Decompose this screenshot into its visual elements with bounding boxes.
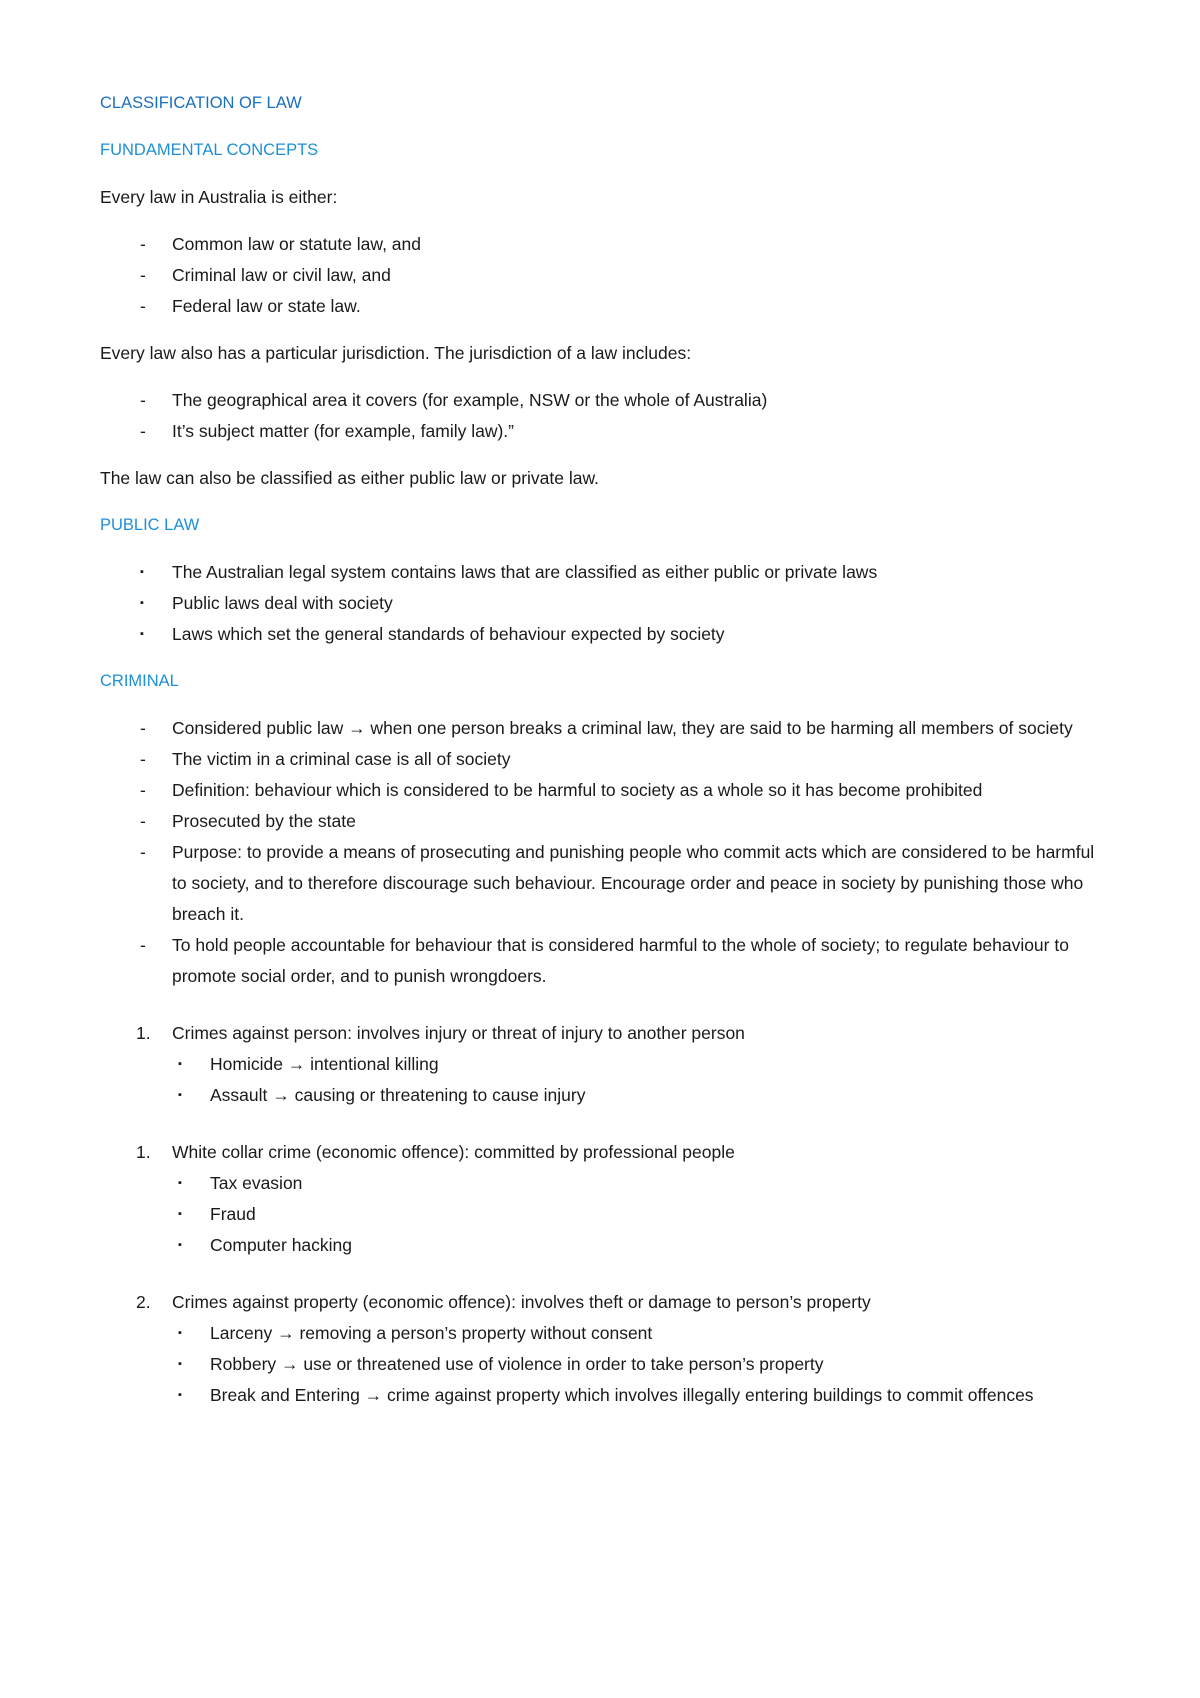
list-number: 2. [136,1292,151,1312]
criminal-list [100,713,1110,992]
list-item: - The victim in a criminal case is all of society [100,744,1110,775]
fundamental-list [100,229,1110,322]
list-item: - Prosecuted by the state [100,806,1110,837]
jurisdiction-list [100,385,1110,447]
numbered-item: 1. White collar crime (economic offence): committed by professional people [100,1137,1110,1168]
square-bullet-icon: ▪ [178,1327,182,1339]
square-bullet-icon: ▪ [178,1389,182,1401]
numbered-item: 2. Crimes against property (economic offence): involves theft or damage to person’s property [100,1287,1110,1318]
list-item: - To hold people accountable for behaviour that is considered harmful to the whole of society; to regulate behaviour to promote social order, and to punish wrongdoers. [100,930,1110,992]
list-item: - Federal law or state law. [100,291,1110,322]
square-bullet-icon: ▪ [140,566,144,578]
list-item: ▪ Tax evasion [100,1168,1110,1199]
list-item: - Considered public law → when one person breaks a criminal law, they are said to be harming all members of society [100,713,1110,744]
list-item: - Criminal law or civil law, and [100,260,1110,291]
list-number: 1. [136,1023,151,1043]
list-item: - Definition: behaviour which is considered to be harmful to society as a whole so it has become prohibited [100,775,1110,806]
crime-group-3-sublist [100,1318,1110,1411]
square-bullet-icon: ▪ [140,628,144,640]
dash-marker: - [140,421,146,441]
list-item: ▪ Assault → causing or threatening to cause injury [100,1080,1110,1111]
dash-marker: - [140,780,146,800]
crime-group-2-sublist [100,1168,1110,1261]
document-content [100,88,1110,1411]
public-law-list [100,557,1110,650]
list-item: ▪ Laws which set the general standards of behaviour expected by society [100,619,1110,650]
list-item: ▪ Homicide → intentional killing [100,1049,1110,1080]
list-item: ▪ Public laws deal with society [100,588,1110,619]
square-bullet-icon: ▪ [178,1239,182,1251]
list-item: ▪ The Australian legal system contains laws that are classified as either public or private laws [100,557,1110,588]
list-item: ▪ Computer hacking [100,1230,1110,1261]
list-number: 1. [136,1142,151,1162]
list-item: - The geographical area it covers (for example, NSW or the whole of Australia) [100,385,1110,416]
dash-marker: - [140,265,146,285]
dash-marker: - [140,234,146,254]
square-bullet-icon: ▪ [178,1358,182,1370]
list-item: ▪ Break and Entering → crime against property which involves illegally entering buildings to commit offences [100,1380,1110,1411]
dash-marker: - [140,811,146,831]
jurisdiction-intro: Every law also has a particular jurisdiction. The jurisdiction of a law includes: [100,343,692,363]
dash-marker: - [140,296,146,316]
heading-fundamental-concepts: FUNDAMENTAL CONCEPTS [100,141,319,159]
classification-closing: The law can also be classified as either public law or private law. [100,468,599,488]
list-item: - Purpose: to provide a means of prosecuting and punishing people who commit acts which are considered to be harmful to society, and to therefore discourage such behaviour. Encourage order and peace in society by punishing those who breach it. [100,837,1110,930]
list-item: ▪ Robbery → use or threatened use of violence in order to take person’s property [100,1349,1110,1380]
square-bullet-icon: ▪ [178,1208,182,1220]
dash-marker: - [140,749,146,769]
crime-group-2 [100,1137,1110,1168]
square-bullet-icon: ▪ [140,597,144,609]
square-bullet-icon: ▪ [178,1177,182,1189]
list-item: - Common law or statute law, and [100,229,1110,260]
list-item: ▪ Fraud [100,1199,1110,1230]
dash-marker: - [140,935,146,955]
heading-criminal: CRIMINAL [100,672,179,690]
dash-marker: - [140,390,146,410]
crime-group-3 [100,1287,1110,1318]
crime-group-1-sublist [100,1049,1110,1111]
list-item: - It’s subject matter (for example, family law).” [100,416,1110,447]
dash-marker: - [140,842,146,862]
numbered-item: 1. Crimes against person: involves injury or threat of injury to another person [100,1018,1110,1049]
dash-marker: - [140,718,146,738]
square-bullet-icon: ▪ [178,1089,182,1101]
square-bullet-icon: ▪ [178,1058,182,1070]
document-title: CLASSIFICATION OF LAW [100,94,302,112]
list-item: ▪ Larceny → removing a person’s property without consent [100,1318,1110,1349]
crime-group-1 [100,1018,1110,1049]
fundamental-intro: Every law in Australia is either: [100,187,338,207]
heading-public-law: PUBLIC LAW [100,516,200,534]
